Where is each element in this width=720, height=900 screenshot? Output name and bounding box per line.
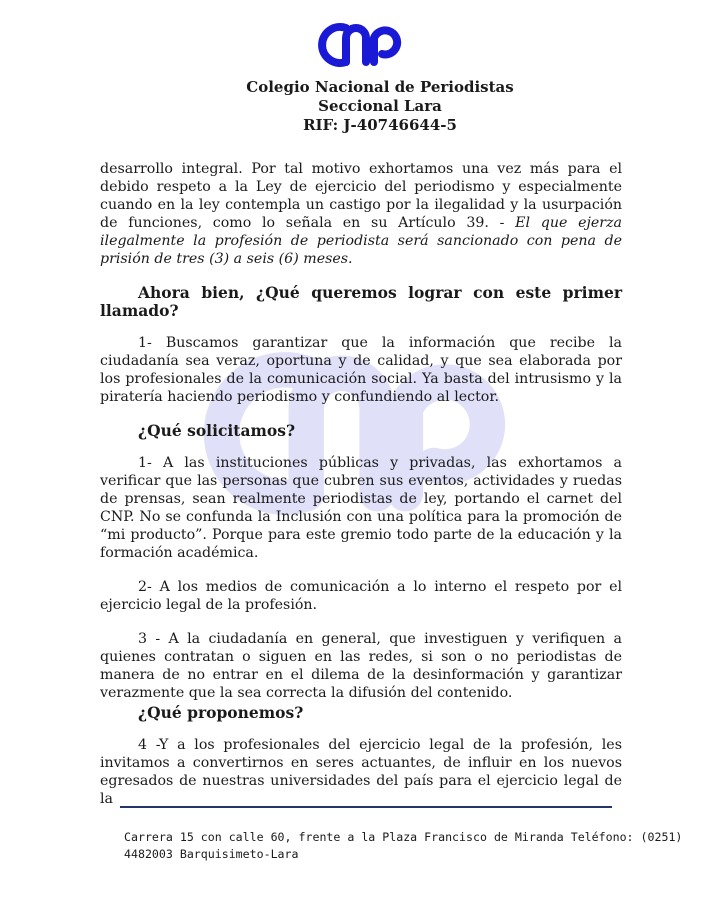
paragraph-request-1: 1- A las instituciones públicas y privadas, las exhortamos a verificar que las personas que cubren sus eventos, actividades y ruedas de prensas, sean realmente periodistas de ley, portando el carnet del CNP. No se confunda la Inclusión con una política para la promoción de “mi producto”. Porque para este gremio todo parte de la educación y la formación académica. bbox=[100, 455, 622, 561]
paragraph-intro bbox=[100, 160, 622, 268]
section-name: Seccional Lara bbox=[318, 97, 442, 115]
address-line-1: Carrera 15 con calle 60, frente a la Plaza Francisco de Miranda Teléfono: (0251) bbox=[124, 830, 683, 844]
question-heading-3: ¿Qué proponemos? bbox=[138, 703, 304, 722]
footer-divider bbox=[120, 806, 612, 808]
address-line-2: 4482003 Barquisimeto-Lara bbox=[124, 847, 299, 861]
paragraph-request-3: 3 - A la ciudadanía en general, que investiguen y verifiquen a quienes contratan o siguen en las redes, si son o no periodistas de manera de no entrar en el dilema de la desinformación y garantizar verazmente que la sea correcta la difusión del contenido. bbox=[100, 631, 622, 701]
intro-text: desarrollo integral. Por tal motivo exhortamos una vez más para el debido respeto a la Ley de ejercicio del periodismo y especialmente cuando en la ley contempla un castigo por la ilegalidad y la usurpación de funciones, como lo señala en su Artículo 39. - bbox=[100, 161, 622, 231]
letter-body bbox=[100, 160, 622, 824]
question-heading-2: ¿Qué solicitamos? bbox=[138, 421, 296, 440]
letterhead bbox=[150, 78, 610, 135]
question-heading-1: Ahora bien, ¿Qué queremos lograr con este primer llamado? bbox=[100, 283, 622, 320]
paragraph-goal: 1- Buscamos garantizar que la información que recibe la ciudadanía sea veraz, oportuna y de calidad, y que sea elaborada por los profesionales de la comunicación social. Ya basta del intrusismo y la piratería haciendo periodismo y confundiendo al lector. bbox=[100, 335, 622, 405]
org-name: Colegio Nacional de Periodistas bbox=[246, 78, 514, 96]
cnp-logo-icon bbox=[316, 14, 412, 74]
rif-number: RIF: J-40746644-5 bbox=[303, 116, 457, 134]
paragraph-request-2: 2- A los medios de comunicación a lo interno el respeto por el ejercicio legal de la profesión. bbox=[100, 579, 622, 613]
paragraph-proposal: 4 -Y a los profesionales del ejercicio legal de la profesión, les invitamos a convertirnos en seres actuantes, de influir en los nuevos egresados de nuestras universidades del país para el ejercicio legal de la bbox=[100, 737, 622, 807]
footer-address bbox=[124, 829, 683, 863]
article-quote: El que ejerza ilegalmente la profesión de periodista será sancionado con pena de prisión de tres (3) a seis (6) meses. bbox=[100, 215, 622, 267]
